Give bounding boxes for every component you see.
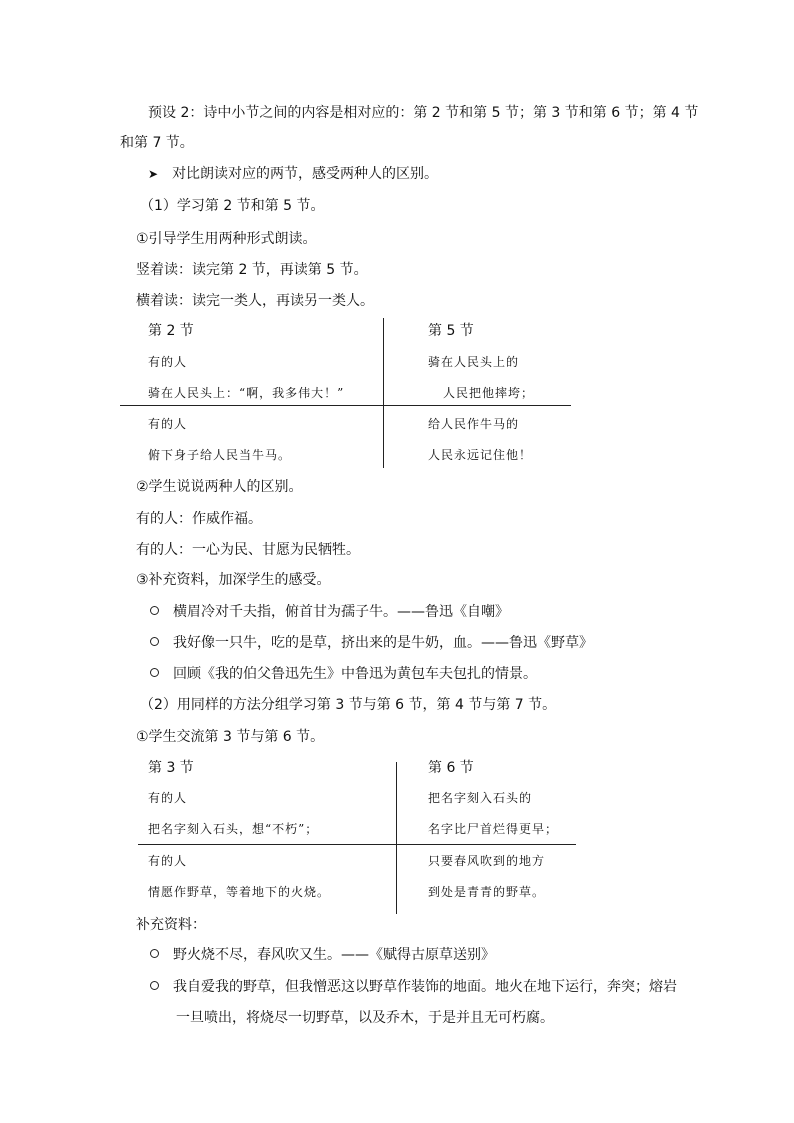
supplement-heading: 补充资料：	[136, 917, 206, 933]
table1-left-bottom-line1: 有的人	[148, 417, 188, 431]
table2-left-top-line2: 把名字刻入石头，想“不朽”；	[148, 822, 319, 836]
supplement-bullet-1-text: 横眉冷对千夫指，俯首甘为孺子牛。——鲁迅《自嘲》	[173, 604, 509, 620]
table2-right-header: 第 6 节	[428, 760, 474, 776]
table2-right-bottom-line1: 只要春风吹到的地方	[428, 854, 546, 868]
table2-right-top-line2: 名字比尸首烂得更早；	[428, 822, 559, 836]
supplement-bullet-2-text: 我好像一只牛，吃的是草，挤出来的是牛奶，血。——鲁迅《野草》	[173, 635, 593, 651]
table2-left-bottom-line1: 有的人	[148, 854, 188, 868]
table1-right-top-line1: 骑在人民头上的	[428, 355, 520, 369]
circle-bullet-icon	[150, 981, 159, 990]
table2-left-bottom-line2: 情愿作野草，等着地下的火烧。	[148, 885, 331, 899]
table1-right-bottom-line1: 给人民作牛马的	[428, 417, 520, 431]
supplement-bullet-3-text: 回顾《我的伯父鲁迅先生》中鲁迅为黄包车夫包扎的情景。	[173, 666, 537, 682]
arrow-list-item	[148, 164, 438, 184]
table2-left-header: 第 3 节	[148, 760, 194, 776]
intro-line-1: 预设 2：诗中小节之间的内容是相对应的：第 2 节和第 5 节；第 3 节和第 6 节；第 4 节	[148, 105, 699, 121]
difference-1: 有的人：作威作福。	[136, 511, 262, 527]
circle-bullet-icon	[150, 606, 159, 615]
table1-right-bottom-line2: 人民永远记住他！	[428, 448, 533, 462]
table2-right-top-line1: 把名字刻入石头的	[428, 791, 533, 805]
table1-left-bottom-line2: 俯下身子给人民当牛马。	[148, 448, 292, 462]
supplement-bullet-1	[150, 602, 509, 622]
supplement-bullet-3	[150, 664, 537, 684]
part2-heading: （2）用同样的方法分组学习第 3 节与第 6 节，第 4 节与第 7 节。	[140, 697, 557, 713]
table1-right-top-line2: 人民把他摔垮；	[443, 386, 535, 400]
supplement-bullet-4-text: 野火烧不尽，春风吹又生。——《赋得古原草送别》	[173, 947, 495, 963]
table1-vertical-divider	[383, 318, 384, 468]
table2-left-top-line1: 有的人	[148, 791, 188, 805]
part1-vertical-reading: 竖着读：读完第 2 节，再读第 5 节。	[136, 262, 368, 278]
difference-2: 有的人：一心为民、甘愿为民牺牲。	[136, 542, 360, 558]
supplement-bullet-5-continuation: 一旦喷出，将烧尽一切野草，以及乔木，于是并且无可朽腐。	[176, 1010, 554, 1026]
part1-step3: ③补充资料，加深学生的感受。	[136, 572, 331, 588]
circle-bullet-icon	[150, 668, 159, 677]
part1-step1: ①引导学生用两种形式朗读。	[136, 231, 317, 247]
part1-heading: （1）学习第 2 节和第 5 节。	[140, 198, 325, 214]
circle-bullet-icon	[150, 949, 159, 958]
table2-vertical-divider	[396, 762, 397, 914]
part1-step2: ②学生说说两种人的区别。	[136, 479, 303, 495]
table1-left-header: 第 2 节	[148, 323, 194, 339]
arrow-bullet-icon: ➤	[148, 167, 159, 181]
supplement-bullet-5	[150, 977, 677, 997]
supplement-bullet-2	[150, 633, 593, 653]
table1-right-header: 第 5 节	[428, 323, 474, 339]
part2-step1: ①学生交流第 3 节与第 6 节。	[136, 729, 325, 745]
supplement-bullet-4	[150, 945, 495, 965]
table2-horizontal-divider	[138, 844, 576, 845]
circle-bullet-icon	[150, 637, 159, 646]
table2-right-bottom-line2: 到处是青青的野草。	[428, 885, 546, 899]
table1-left-top-line1: 有的人	[148, 355, 188, 369]
arrow-item-text: 对比朗读对应的两节，感受两种人的区别。	[172, 166, 439, 182]
supplement-bullet-5-text: 我自爱我的野草，但我憎恶这以野草作装饰的地面。地火在地下运行，奔突；熔岩	[173, 979, 677, 995]
intro-line-2: 和第 7 节。	[120, 135, 194, 151]
table1-left-top-line2: 骑在人民头上：“啊，我多伟大！”	[148, 386, 345, 400]
part1-horizontal-reading: 横着读：读完一类人，再读另一类人。	[136, 293, 374, 309]
table1-horizontal-divider	[120, 405, 571, 406]
